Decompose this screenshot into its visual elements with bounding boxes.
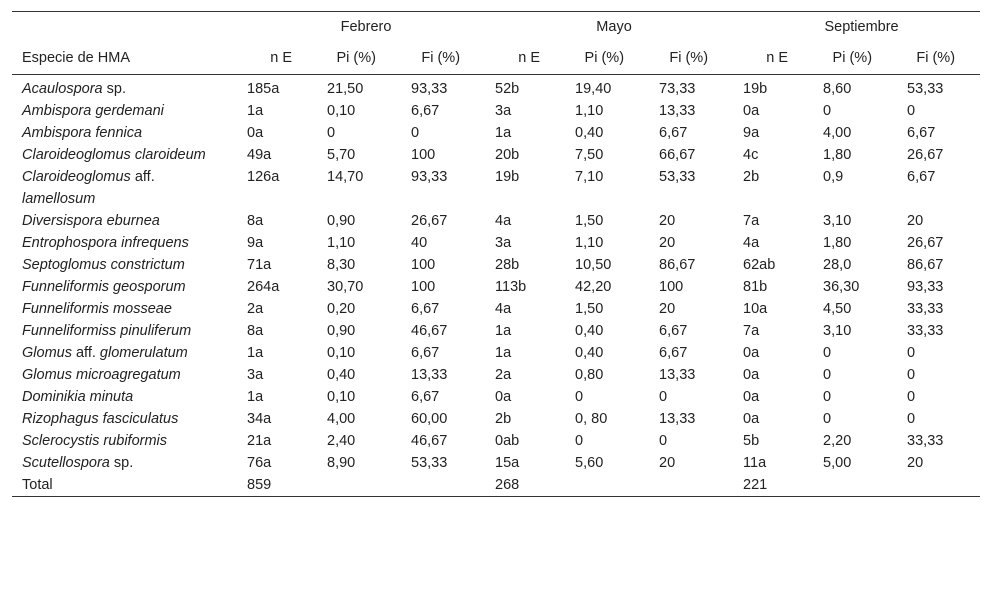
table-row <box>12 122 980 144</box>
value-cell: 1,80 <box>823 147 852 163</box>
value-cell: 100 <box>411 279 436 295</box>
value-cell: 4a <box>495 213 512 229</box>
species-name-cell <box>12 232 237 254</box>
value-cell: 1,10 <box>327 235 356 251</box>
value-cell: 264a <box>247 279 280 295</box>
value-cell: 20 <box>659 235 676 251</box>
value-cell: 0,10 <box>327 103 356 119</box>
table-row <box>12 298 980 320</box>
value-cell: 1a <box>247 345 264 361</box>
value-cell: 13,33 <box>659 103 696 119</box>
value-cell: 0 <box>907 367 916 383</box>
species-name-italic: Dominikia minuta <box>22 389 134 405</box>
species-name-cell <box>12 276 237 298</box>
species-name-plain: aff. <box>130 169 155 185</box>
value-cell: 19,40 <box>575 81 612 97</box>
value-cell: 13,33 <box>659 411 696 427</box>
value-cell: 0,20 <box>327 301 356 317</box>
value-cell: 2b <box>743 169 760 185</box>
table-row <box>12 430 980 452</box>
value-cell: 93,33 <box>411 169 448 185</box>
value-cell: 8a <box>247 323 264 339</box>
table-row <box>12 166 980 210</box>
species-name-cell <box>12 386 237 408</box>
value-cell: 1a <box>495 323 512 339</box>
species-name-cell <box>12 320 237 342</box>
value-cell: 1a <box>495 125 512 141</box>
value-cell: 3a <box>495 103 512 119</box>
value-cell: 20 <box>907 213 924 229</box>
value-cell: 33,33 <box>907 301 944 317</box>
value-cell: 2,20 <box>823 433 852 449</box>
value-cell: 20b <box>495 147 520 163</box>
value-cell: 15a <box>495 455 520 471</box>
value-cell: 28b <box>495 257 520 273</box>
species-column-header: Especie de HMA <box>12 43 237 75</box>
value-cell: 1,10 <box>575 235 604 251</box>
table-row <box>12 386 980 408</box>
value-cell: 0a <box>743 389 760 405</box>
species-name-plain: aff. <box>71 345 100 361</box>
value-cell: 73,33 <box>659 81 696 97</box>
value-cell: 0 <box>659 433 668 449</box>
value-cell: 49a <box>247 147 272 163</box>
species-name-cell <box>12 144 237 166</box>
value-cell: 8a <box>247 213 264 229</box>
value-cell <box>401 474 485 497</box>
value-cell: 0 <box>907 389 916 405</box>
species-name-cell <box>12 452 237 474</box>
species-name-italic: Funneliformis mosseae <box>22 301 172 317</box>
value-cell: 5,00 <box>823 455 852 471</box>
value-cell: 0 <box>907 103 916 119</box>
value-cell: 0a <box>743 345 760 361</box>
value-cell: 4a <box>743 235 760 251</box>
value-cell: 0,10 <box>327 389 356 405</box>
value-cell: 86,67 <box>659 257 696 273</box>
column-header: n E <box>237 43 317 75</box>
species-name-italic: Entrophospora infrequens <box>22 235 189 251</box>
species-name-italic: Funneliformiss pinuliferum <box>22 323 192 339</box>
value-cell: 0 <box>823 411 832 427</box>
value-cell: 6,67 <box>411 301 440 317</box>
value-cell: 0,40 <box>327 367 356 383</box>
value-cell: 1,50 <box>575 301 604 317</box>
value-cell: 0,40 <box>575 345 604 361</box>
value-cell: 7,50 <box>575 147 604 163</box>
table-row <box>12 210 980 232</box>
value-cell: 21,50 <box>327 81 364 97</box>
value-cell: 7,10 <box>575 169 604 185</box>
value-cell: 5b <box>743 433 760 449</box>
value-cell <box>317 474 401 497</box>
value-cell: 0 <box>411 125 420 141</box>
value-cell: 8,60 <box>823 81 852 97</box>
value-cell: 0 <box>907 411 916 427</box>
species-name-cell <box>12 210 237 232</box>
value-cell: 0 <box>907 345 916 361</box>
value-cell: 40 <box>411 235 428 251</box>
value-cell: 36,30 <box>823 279 860 295</box>
value-cell: 9a <box>743 125 760 141</box>
value-cell: 19b <box>495 169 520 185</box>
value-cell: 3,10 <box>823 213 852 229</box>
table-row <box>12 276 980 298</box>
value-cell: 6,67 <box>411 389 440 405</box>
species-name-italic: Diversispora eburnea <box>22 213 160 229</box>
value-cell: 28,0 <box>823 257 852 273</box>
value-cell: 4,00 <box>823 125 852 141</box>
value-cell <box>897 474 980 497</box>
species-name-italic: Ambispora gerdemani <box>22 103 164 119</box>
value-cell: 81b <box>743 279 768 295</box>
table-row <box>12 232 980 254</box>
value-cell: 10,50 <box>575 257 612 273</box>
value-cell: 52b <box>495 81 520 97</box>
value-cell: 4,00 <box>327 411 356 427</box>
empty-header-cell <box>12 12 237 44</box>
species-name-italic: lamellosum <box>22 191 96 207</box>
column-header-row <box>12 43 980 75</box>
value-cell: 86,67 <box>907 257 944 273</box>
species-name-italic: Acaulospora <box>22 81 103 97</box>
value-cell: 0a <box>247 125 264 141</box>
value-cell: 5,70 <box>327 147 356 163</box>
species-name-cell <box>12 342 237 364</box>
column-header: Fi (%) <box>897 43 980 75</box>
value-cell: 1,80 <box>823 235 852 251</box>
value-cell: 93,33 <box>411 81 448 97</box>
species-name-italic: Glomus <box>22 345 72 361</box>
table-row <box>12 320 980 342</box>
table-row <box>12 100 980 122</box>
value-cell: 53,33 <box>659 169 696 185</box>
value-cell: 0ab <box>495 433 520 449</box>
value-cell: 0 <box>823 103 832 119</box>
species-name-cell <box>12 298 237 320</box>
value-cell: 3,10 <box>823 323 852 339</box>
value-cell: 0 <box>659 389 668 405</box>
value-cell: 21a <box>247 433 272 449</box>
value-cell: 14,70 <box>327 169 364 185</box>
value-cell: 4,50 <box>823 301 852 317</box>
value-cell: 20 <box>659 455 676 471</box>
table-row <box>12 474 980 497</box>
species-name-italic: Funneliformis geosporum <box>22 279 186 295</box>
value-cell: 0a <box>743 367 760 383</box>
table-row <box>12 364 980 386</box>
value-cell: 0,90 <box>327 323 356 339</box>
value-cell: 93,33 <box>907 279 944 295</box>
table-row <box>12 254 980 276</box>
value-cell: 4a <box>495 301 512 317</box>
value-cell: 71a <box>247 257 272 273</box>
species-name-cell <box>12 100 237 122</box>
value-cell: 268 <box>485 474 565 497</box>
value-cell: 53,33 <box>907 81 944 97</box>
table-row <box>12 342 980 364</box>
column-header: Pi (%) <box>565 43 649 75</box>
value-cell: 0,40 <box>575 323 604 339</box>
species-name-cell <box>12 408 237 430</box>
value-cell: 34a <box>247 411 272 427</box>
value-cell: 6,67 <box>411 103 440 119</box>
value-cell: 185a <box>247 81 280 97</box>
value-cell: 33,33 <box>907 433 944 449</box>
value-cell: 0,80 <box>575 367 604 383</box>
value-cell: 20 <box>659 213 676 229</box>
value-cell: 26,67 <box>907 147 944 163</box>
value-cell: 9a <box>247 235 264 251</box>
value-cell: 76a <box>247 455 272 471</box>
table-row <box>12 144 980 166</box>
value-cell: 113b <box>495 279 527 295</box>
value-cell: 2b <box>495 411 512 427</box>
value-cell: 6,67 <box>659 125 688 141</box>
column-header: Fi (%) <box>401 43 485 75</box>
value-cell: 1,10 <box>575 103 604 119</box>
value-cell: 10a <box>743 301 768 317</box>
value-cell <box>565 474 649 497</box>
table-row <box>12 75 980 101</box>
value-cell: 6,67 <box>907 125 936 141</box>
value-cell: 2,40 <box>327 433 356 449</box>
column-header: Pi (%) <box>813 43 897 75</box>
group-header-febrero: Febrero <box>237 12 485 44</box>
value-cell: 0 <box>575 433 584 449</box>
value-cell: 53,33 <box>411 455 448 471</box>
species-name-italic: Sclerocystis rubiformis <box>22 433 168 449</box>
species-name-cell <box>12 364 237 386</box>
value-cell: 221 <box>733 474 813 497</box>
value-cell: 26,67 <box>907 235 944 251</box>
value-cell: 0,9 <box>823 169 844 185</box>
value-cell: 1a <box>495 345 512 361</box>
value-cell: 0a <box>743 411 760 427</box>
value-cell: 100 <box>411 147 436 163</box>
value-cell: 0,10 <box>327 345 356 361</box>
value-cell: 2a <box>495 367 512 383</box>
species-name-cell <box>12 430 237 452</box>
species-name-italic: glomerulatum <box>99 345 188 361</box>
table-body <box>12 75 980 497</box>
value-cell: 3a <box>495 235 512 251</box>
value-cell: 0,40 <box>575 125 604 141</box>
column-header: Pi (%) <box>317 43 401 75</box>
value-cell: 1a <box>247 103 264 119</box>
value-cell: 0 <box>575 389 584 405</box>
value-cell: 1,50 <box>575 213 604 229</box>
value-cell: 0 <box>823 367 832 383</box>
value-cell: 6,67 <box>411 345 440 361</box>
value-cell: 5,60 <box>575 455 604 471</box>
value-cell: 0a <box>743 103 760 119</box>
value-cell: 100 <box>411 257 436 273</box>
value-cell: 13,33 <box>411 367 448 383</box>
value-cell: 0, 80 <box>575 411 608 427</box>
value-cell: 26,67 <box>411 213 448 229</box>
value-cell: 46,67 <box>411 433 448 449</box>
species-name-cell <box>12 75 237 101</box>
value-cell: 0a <box>495 389 512 405</box>
value-cell: 3a <box>247 367 264 383</box>
species-name-plain: sp. <box>102 81 126 97</box>
value-cell <box>649 474 733 497</box>
value-cell: 6,67 <box>659 345 688 361</box>
value-cell: 7a <box>743 213 760 229</box>
value-cell: 6,67 <box>907 169 936 185</box>
value-cell: 0,90 <box>327 213 356 229</box>
species-name-cell <box>12 122 237 144</box>
value-cell: 20 <box>659 301 676 317</box>
group-header-row <box>12 12 980 44</box>
table-row <box>12 452 980 474</box>
column-header: n E <box>733 43 813 75</box>
value-cell: 1a <box>247 389 264 405</box>
species-name-italic: Claroideoglomus <box>22 169 131 185</box>
value-cell: 60,00 <box>411 411 448 427</box>
species-name-italic: Septoglomus constrictum <box>22 257 185 273</box>
column-header: Fi (%) <box>649 43 733 75</box>
species-name-cell <box>12 474 237 497</box>
value-cell: 100 <box>659 279 684 295</box>
value-cell: 4c <box>743 147 759 163</box>
species-name-italic: Rizophagus fasciculatus <box>22 411 179 427</box>
value-cell: 0 <box>823 389 832 405</box>
value-cell: 30,70 <box>327 279 364 295</box>
value-cell: 11a <box>743 455 767 471</box>
value-cell: 62ab <box>743 257 776 273</box>
species-table <box>12 11 980 497</box>
value-cell: 19b <box>743 81 768 97</box>
value-cell: 8,30 <box>327 257 356 273</box>
species-name-plain: Total <box>22 477 53 493</box>
value-cell: 8,90 <box>327 455 356 471</box>
value-cell: 859 <box>237 474 317 497</box>
species-name-italic: Glomus microagregatum <box>22 367 181 383</box>
value-cell: 42,20 <box>575 279 612 295</box>
value-cell: 20 <box>907 455 924 471</box>
group-header-mayo: Mayo <box>485 12 733 44</box>
group-header-septiembre: Septiembre <box>733 12 980 44</box>
value-cell: 6,67 <box>659 323 688 339</box>
value-cell: 46,67 <box>411 323 448 339</box>
species-name-cell <box>12 166 237 210</box>
value-cell: 0 <box>327 125 336 141</box>
value-cell: 7a <box>743 323 760 339</box>
species-name-plain: sp. <box>109 455 134 471</box>
value-cell <box>813 474 897 497</box>
value-cell: 126a <box>247 169 280 185</box>
value-cell: 13,33 <box>659 367 696 383</box>
value-cell: 66,67 <box>659 147 696 163</box>
value-cell: 2a <box>247 301 264 317</box>
column-header: n E <box>485 43 565 75</box>
species-name-italic: Claroideoglomus claroideum <box>22 147 206 163</box>
value-cell: 33,33 <box>907 323 944 339</box>
table-row <box>12 408 980 430</box>
species-name-italic: Scutellospora <box>22 455 110 471</box>
species-name-cell <box>12 254 237 276</box>
value-cell: 0 <box>823 345 832 361</box>
species-name-italic: Ambispora fennica <box>22 125 143 141</box>
